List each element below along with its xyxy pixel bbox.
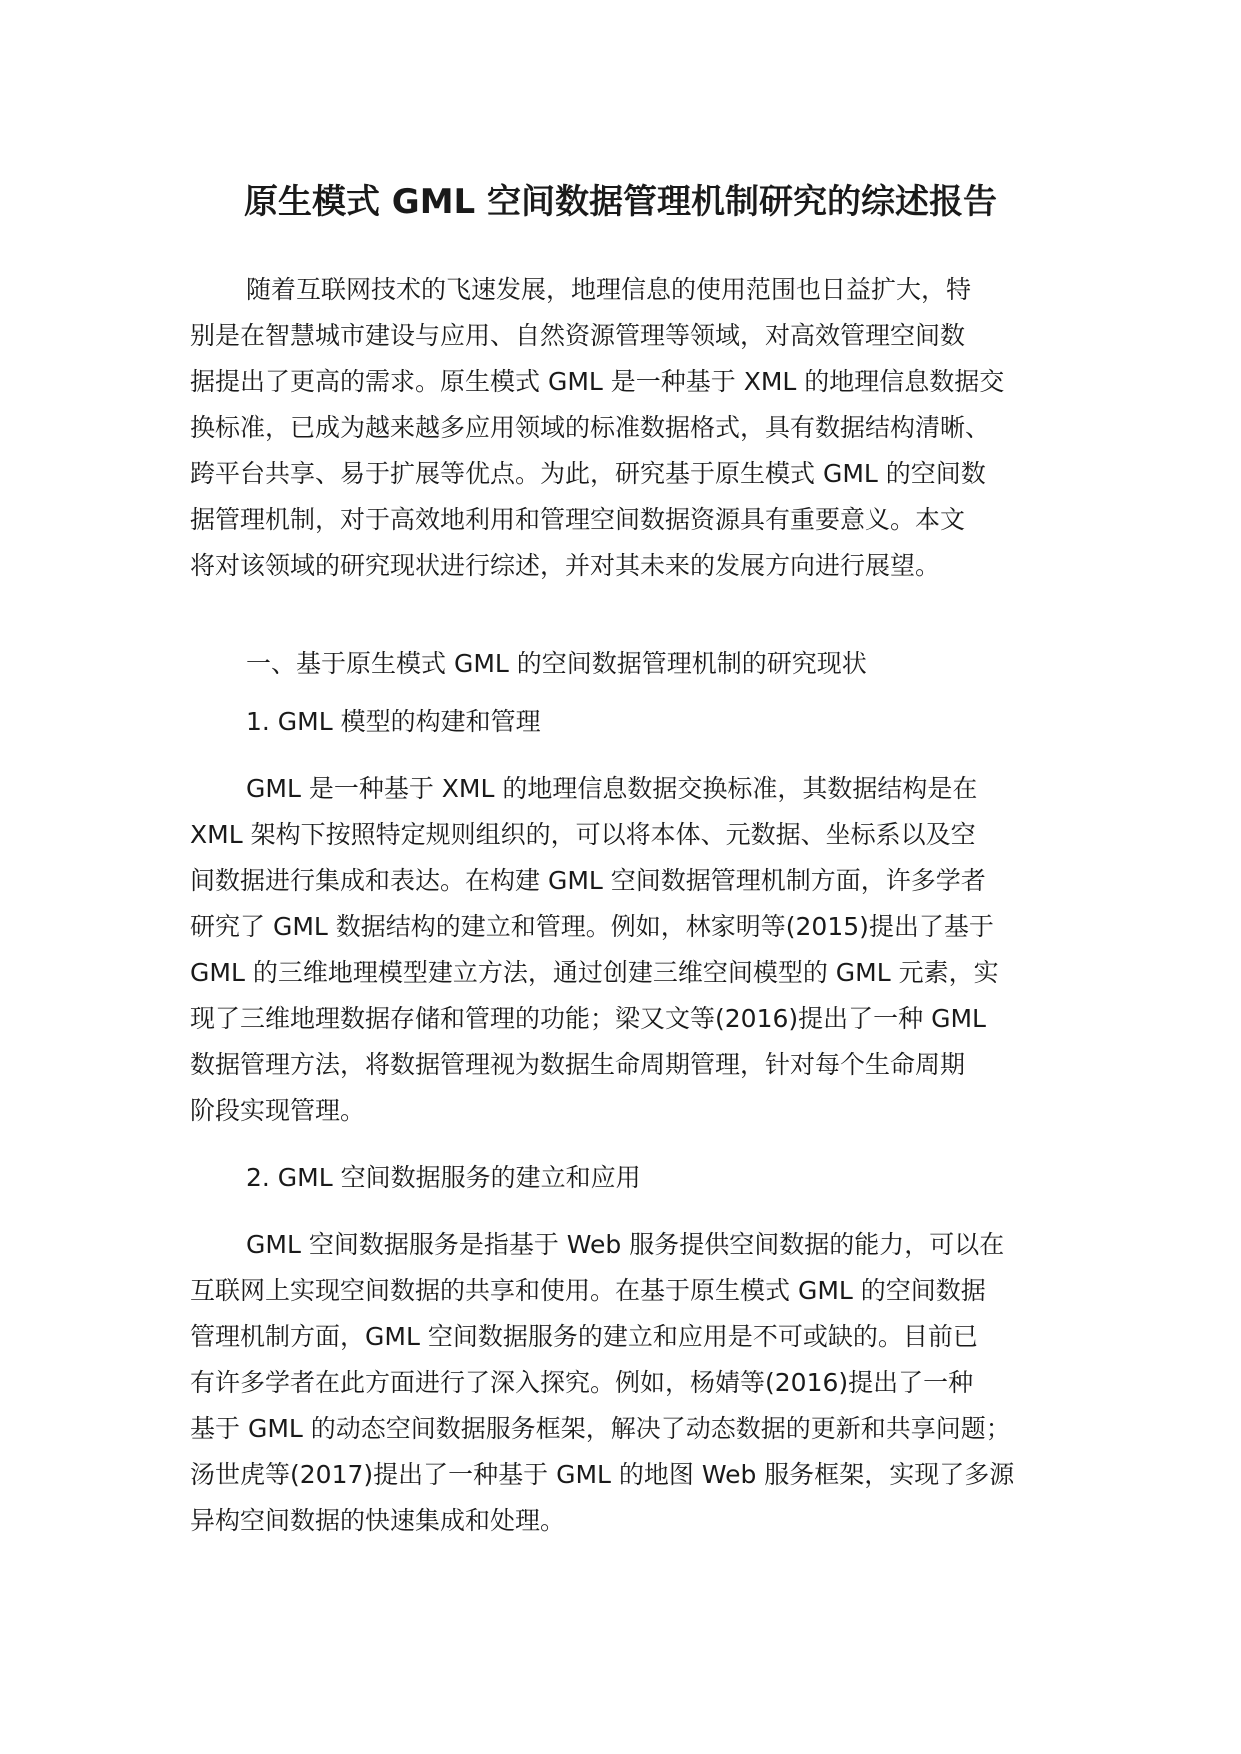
text-line: 互联网上实现空间数据的共享和使用。在基于原生模式 GML 的空间数据 xyxy=(190,1276,986,1305)
section-heading-block xyxy=(190,641,1080,687)
text-line: 随着互联网技术的飞速发展，地理信息的使用范围也日益扩大，特 xyxy=(246,275,972,304)
subsection-heading: 1. GML 模型的构建和管理 xyxy=(246,707,541,736)
section-heading: 一、基于原生模式 GML 的空间数据管理机制的研究现状 xyxy=(246,649,867,678)
text-line: 据管理机制，对于高效地利用和管理空间数据资源具有重要意义。本文 xyxy=(190,505,966,534)
text-line: XML 架构下按照特定规则组织的，可以将本体、元数据、坐标系以及空 xyxy=(190,820,976,849)
intro-paragraph xyxy=(190,267,1080,589)
text-line: 研究了 GML 数据结构的建立和管理。例如，林家明等(2015)提出了基于 xyxy=(190,912,994,941)
paragraph xyxy=(190,267,1080,589)
subsection-heading: 2. GML 空间数据服务的建立和应用 xyxy=(246,1163,641,1192)
paragraph xyxy=(190,1222,1080,1544)
text-line: 有许多学者在此方面进行了深入探究。例如，杨婧等(2016)提出了一种 xyxy=(190,1368,974,1397)
subsection-heading-block xyxy=(190,1155,1080,1201)
text-line: GML 空间数据服务是指基于 Web 服务提供空间数据的能力，可以在 xyxy=(246,1230,1005,1259)
text-line: 跨平台共享、易于扩展等优点。为此，研究基于原生模式 GML 的空间数 xyxy=(190,459,986,488)
text-line: 据提出了更高的需求。原生模式 GML 是一种基于 XML 的地理信息数据交 xyxy=(190,367,1005,396)
text-line: 基于 GML 的动态空间数据服务框架，解决了动态数据的更新和共享问题； xyxy=(190,1414,1011,1443)
text-line: 阶段实现管理。 xyxy=(190,1096,366,1125)
text-line: 别是在智慧城市建设与应用、自然资源管理等领域，对高效管理空间数 xyxy=(190,321,966,350)
text-line: 现了三维地理数据存储和管理的功能；梁又文等(2016)提出了一种 GML xyxy=(190,1004,986,1033)
text-line: GML 是一种基于 XML 的地理信息数据交换标准，其数据结构是在 xyxy=(246,774,978,803)
text-line: GML 的三维地理模型建立方法，通过创建三维空间模型的 GML 元素，实 xyxy=(190,958,999,987)
text-line: 汤世虎等(2017)提出了一种基于 GML 的地图 Web 服务框架，实现了多源 xyxy=(190,1460,1015,1489)
subsection-heading-block xyxy=(190,699,1080,745)
paragraph xyxy=(190,766,1080,1134)
text-line: 异构空间数据的快速集成和处理。 xyxy=(190,1506,566,1535)
text-line: 间数据进行集成和表达。在构建 GML 空间数据管理机制方面，许多学者 xyxy=(190,866,986,895)
text-line: 换标准，已成为越来越多应用领域的标准数据格式，具有数据结构清晰、 xyxy=(190,413,991,442)
subsection-1-paragraph xyxy=(190,766,1080,1134)
document-title: 原生模式 GML 空间数据管理机制研究的综述报告 xyxy=(243,182,998,222)
subsection-2-paragraph xyxy=(190,1222,1080,1544)
text-line: 管理机制方面，GML 空间数据服务的建立和应用是不可或缺的。目前已 xyxy=(190,1322,978,1351)
text-line: 将对该领域的研究现状进行综述，并对其未来的发展方向进行展望。 xyxy=(190,551,941,580)
text-line: 数据管理方法，将数据管理视为数据生命周期管理，针对每个生命周期 xyxy=(190,1050,966,1079)
